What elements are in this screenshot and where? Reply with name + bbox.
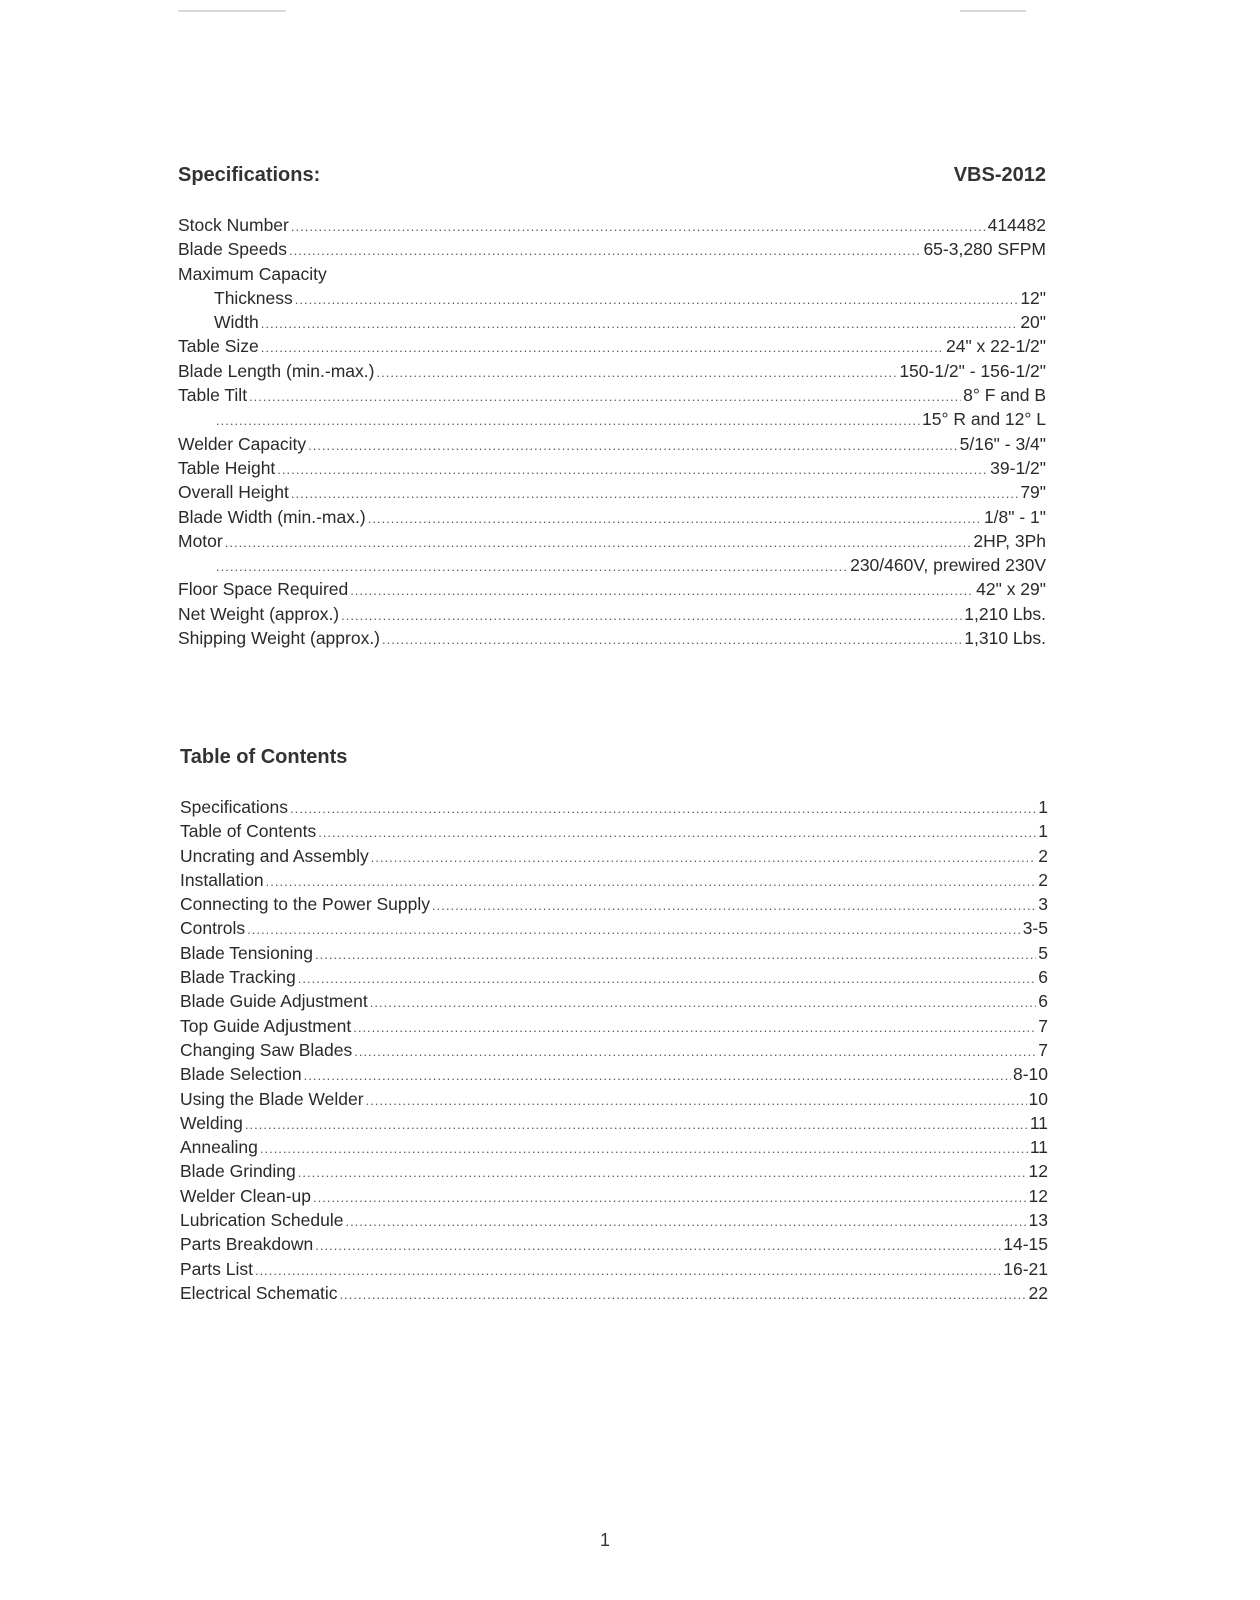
spec-label: Floor Space Required [178,579,349,600]
spec-label: Width [214,312,259,333]
toc-entry-label: Blade Tensioning [180,942,313,963]
dot-leader [245,1113,1028,1137]
dot-leader [345,1210,1026,1234]
dot-leader [295,288,1019,312]
toc-list [180,795,1048,1305]
dot-leader [247,918,1021,942]
dot-leader [216,409,920,433]
spec-row [178,505,1046,529]
toc-entry-label: Blade Guide Adjustment [180,991,368,1012]
toc-entry-label: Blade Selection [180,1064,302,1085]
spec-value: 1/8" - 1" [983,506,1046,527]
toc-entry-label: Blade Tracking [180,967,296,988]
toc-entry [180,1087,1048,1111]
spec-row [178,602,1046,626]
toc-entry-label: Connecting to the Power Supply [180,894,431,915]
specifications-section [178,164,1046,650]
dot-leader [354,1040,1036,1064]
spec-row [178,334,1046,358]
toc-entry-page: 11 [1029,1137,1048,1158]
spec-label: Shipping Weight (approx.) [178,628,381,649]
dot-leader [315,1234,1001,1258]
toc-entry-label: Welding [180,1112,243,1133]
spec-value: 79" [1020,482,1046,503]
toc-entry-page: 10 [1028,1088,1048,1109]
toc-entry-page: 16-21 [1003,1258,1048,1279]
spec-list [178,213,1046,650]
toc-entry-label: Installation [180,869,264,890]
spec-row [178,529,1046,553]
dot-leader [261,312,1019,336]
spec-label: Overall Height [178,482,289,503]
dot-leader [261,336,944,360]
toc-entry [180,1232,1048,1256]
toc-entry-label: Blade Grinding [180,1161,296,1182]
scan-artifact [960,10,1026,12]
spec-label: Table Size [178,336,259,357]
spec-label: Net Weight (approx.) [178,603,340,624]
toc-entry-page: 12 [1028,1161,1048,1182]
dot-leader [353,1016,1036,1040]
dot-leader [313,1186,1027,1210]
scan-artifact [178,10,286,12]
dot-leader [216,555,848,579]
dot-leader [249,385,961,409]
spec-row [178,577,1046,601]
dot-leader [255,1259,1001,1283]
spec-value: 12" [1020,287,1046,308]
toc-entry-page: 1 [1038,797,1048,817]
dot-leader [432,894,1036,918]
toc-entry-label: Lubrication Schedule [180,1210,344,1231]
spec-row [178,310,1046,334]
spec-value: 150-1/2" - 156-1/2" [899,360,1046,381]
toc-entry-label: Changing Saw Blades [180,1039,353,1060]
toc-entry [180,941,1048,965]
spec-label: Blade Width (min.-max.) [178,506,366,527]
toc-entry-page: 6 [1038,967,1048,988]
toc-entry-page: 6 [1038,991,1048,1012]
dot-leader [382,628,962,652]
toc-entry-page: 3-5 [1022,918,1048,939]
spec-row [178,262,1046,286]
spec-row [178,237,1046,261]
toc-entry [180,1062,1048,1086]
spec-row [178,553,1046,577]
toc-entry [180,1184,1048,1208]
page-number: 1 [600,1530,611,1550]
dot-leader [291,482,1018,506]
toc-title: Table of Contents [180,746,348,768]
dot-leader [350,579,974,603]
toc-entry [180,819,1048,843]
specifications-title: Specifications: [178,164,321,186]
toc-entry-label: Uncrating and Assembly [180,845,369,866]
toc-entry [180,1135,1048,1159]
spec-label: Stock Number [178,215,289,235]
toc-entry-page: 5 [1038,942,1048,963]
dot-leader [318,821,1036,845]
dot-leader [370,991,1037,1015]
toc-header [180,746,1048,769]
toc-entry-label: Welder Clean-up [180,1185,311,1206]
spec-row [178,480,1046,504]
toc-entry-page: 12 [1028,1185,1048,1206]
spec-value: 42" x 29" [976,579,1046,600]
dot-leader [304,1064,1011,1088]
spec-value: 39-1/2" [990,457,1046,478]
spec-value: 65-3,280 SFPM [923,239,1046,260]
spec-label: Blade Speeds [178,239,287,260]
toc-entry [180,1111,1048,1135]
spec-value: 5/16" - 3/4" [959,433,1046,454]
toc-entry-label: Using the Blade Welder [180,1088,364,1109]
toc-entry-label: Parts Breakdown [180,1234,314,1255]
spec-value: 1,210 Lbs. [964,603,1046,624]
spec-label: Table Height [178,457,276,478]
spec-row [178,383,1046,407]
dot-leader [290,797,1036,821]
specifications-header [178,164,1046,187]
toc-entry [180,1281,1048,1305]
toc-entry-page: 1 [1038,821,1048,842]
toc-entry [180,965,1048,989]
toc-entry-label: Controls [180,918,246,939]
dot-leader [376,361,897,385]
spec-row [178,286,1046,310]
toc-entry-label: Electrical Schematic [180,1282,338,1303]
toc-entry-page: 2 [1038,869,1048,890]
dot-leader [315,943,1036,967]
spec-label: Welder Capacity [178,433,307,454]
spec-row [178,407,1046,431]
toc-entry-page: 3 [1038,894,1048,915]
dot-leader [260,1137,1028,1161]
dot-leader [308,434,958,458]
spec-row [178,213,1046,237]
spec-value: 230/460V, prewired 230V [850,555,1046,576]
spec-label: Thickness [214,287,293,308]
toc-entry-page: 7 [1038,1015,1048,1036]
spec-row [178,626,1046,650]
dot-leader [366,1089,1027,1113]
dot-leader [277,458,988,482]
model-number: VBS-2012 [953,164,1046,186]
toc-entry-page: 7 [1038,1039,1048,1060]
toc-entry-page: 8-10 [1012,1064,1048,1085]
toc-entry [180,1038,1048,1062]
spec-value: 15° R and 12° L [922,409,1046,430]
toc-entry [180,868,1048,892]
dot-leader [368,507,982,531]
spec-label: Blade Length (min.-max.) [178,360,375,381]
spec-value: 20" [1020,312,1046,333]
toc-entry-label: Annealing [180,1137,258,1158]
dot-leader [298,967,1037,991]
dot-leader [291,215,986,239]
spec-row [178,359,1046,383]
toc-section [180,746,1048,1305]
dot-leader [340,1283,1027,1307]
toc-entry-label: Top Guide Adjustment [180,1015,352,1036]
dot-leader [289,239,921,263]
toc-entry [180,916,1048,940]
toc-entry [180,1159,1048,1183]
toc-entry [180,1014,1048,1038]
toc-entry [180,795,1048,819]
spec-row [178,432,1046,456]
spec-value: 1,310 Lbs. [964,628,1046,649]
toc-entry-label: Specifications [180,797,288,817]
spec-label: Motor [178,530,223,551]
toc-entry-page: 2 [1038,845,1048,866]
dot-leader [341,604,962,628]
spec-value: 414482 [987,215,1046,235]
toc-entry [180,989,1048,1013]
spec-label: Table Tilt [178,385,248,406]
toc-entry [180,892,1048,916]
spec-value: 2HP, 3Ph [973,530,1046,551]
spec-value: 24" x 22-1/2" [946,336,1046,357]
spec-value: 8° F and B [963,385,1046,406]
toc-entry-page: 13 [1028,1210,1048,1231]
dot-leader [298,1161,1027,1185]
toc-entry-page: 14-15 [1003,1234,1048,1255]
dot-leader [266,870,1037,894]
toc-entry [180,1208,1048,1232]
toc-entry-label: Parts List [180,1258,253,1279]
dot-leader [225,531,972,555]
toc-entry-label: Table of Contents [180,821,317,842]
toc-entry [180,1257,1048,1281]
spec-row [178,456,1046,480]
toc-entry [180,844,1048,868]
dot-leader [371,846,1037,870]
toc-entry-page: 22 [1028,1282,1048,1303]
toc-entry-page: 11 [1029,1112,1048,1133]
spec-label: Maximum Capacity [178,263,327,284]
